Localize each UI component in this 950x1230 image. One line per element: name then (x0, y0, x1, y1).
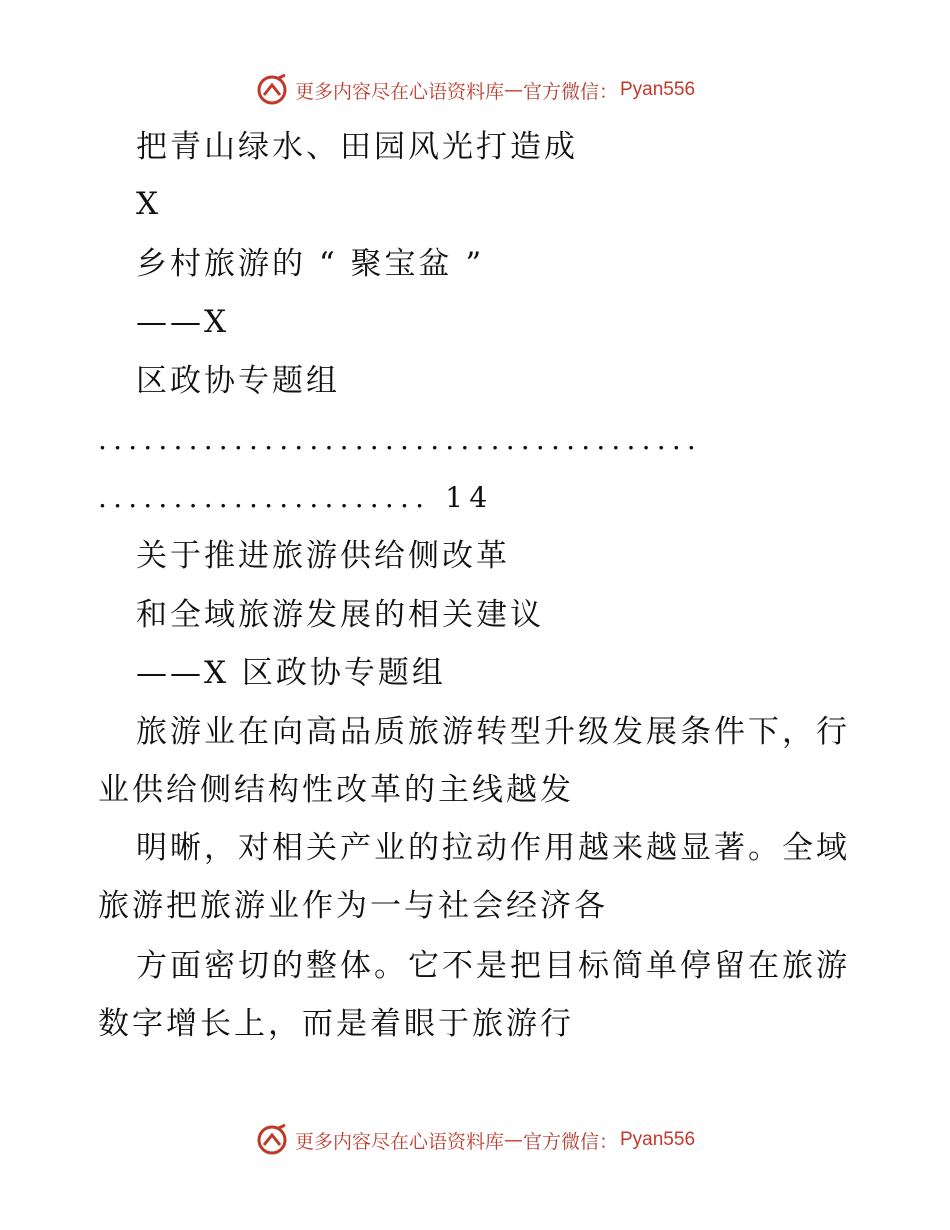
watermark-brand-text: 更多内容尽在心语资料库 (294, 1130, 504, 1153)
paragraph-line: 旅游把旅游业作为一与社会经济各 (98, 888, 608, 924)
watermark-wechat-id: Pyan556 (620, 79, 696, 100)
watermark-banner-top (0, 70, 950, 110)
text-line: 乡村旅游的 “ 聚宝盆 ” (136, 246, 485, 282)
paragraph-line: 数字增长上，而是着眼于旅游行 (98, 1006, 574, 1042)
watermark-banner-bottom (0, 1120, 950, 1160)
text-line: ——X (136, 304, 230, 340)
watermark-dash: — (503, 79, 523, 101)
paragraph-line: 方面密切的整体。它不是把目标简单停留在旅游 (136, 948, 850, 984)
paragraph-line: 业供给侧结构性改革的主线越发 (98, 772, 574, 808)
watermark-brand-text: 更多内容尽在心语资料库 (294, 80, 504, 103)
text-line: 和全域旅游发展的相关建议 (136, 597, 544, 633)
watermark-wechat-label: 官方微信： (522, 1130, 618, 1153)
watermark-wechat-id: Pyan556 (620, 1129, 696, 1150)
paragraph-line: 明晰，对相关产业的拉动作用越来越显著。全域 (136, 830, 850, 866)
text-line: ——X 区政协专题组 (136, 655, 446, 691)
text-line: 区政协专题组 (136, 363, 340, 399)
text-line: X (136, 186, 162, 222)
brand-logo-icon (255, 73, 289, 107)
text-line: 关于推进旅游供给侧改革 (136, 538, 510, 574)
toc-leader-page-number: ...................... 14 (98, 481, 494, 514)
paragraph-line: 旅游业在向高品质旅游转型升级发展条件下，行 (136, 714, 850, 750)
watermark-dash: — (503, 1129, 523, 1151)
toc-leader-dots: ........................................ (98, 423, 703, 456)
brand-logo-icon (255, 1123, 289, 1157)
watermark-wechat-label: 官方微信： (522, 80, 618, 103)
text-line: 把青山绿水、田园风光打造成 (136, 129, 578, 165)
